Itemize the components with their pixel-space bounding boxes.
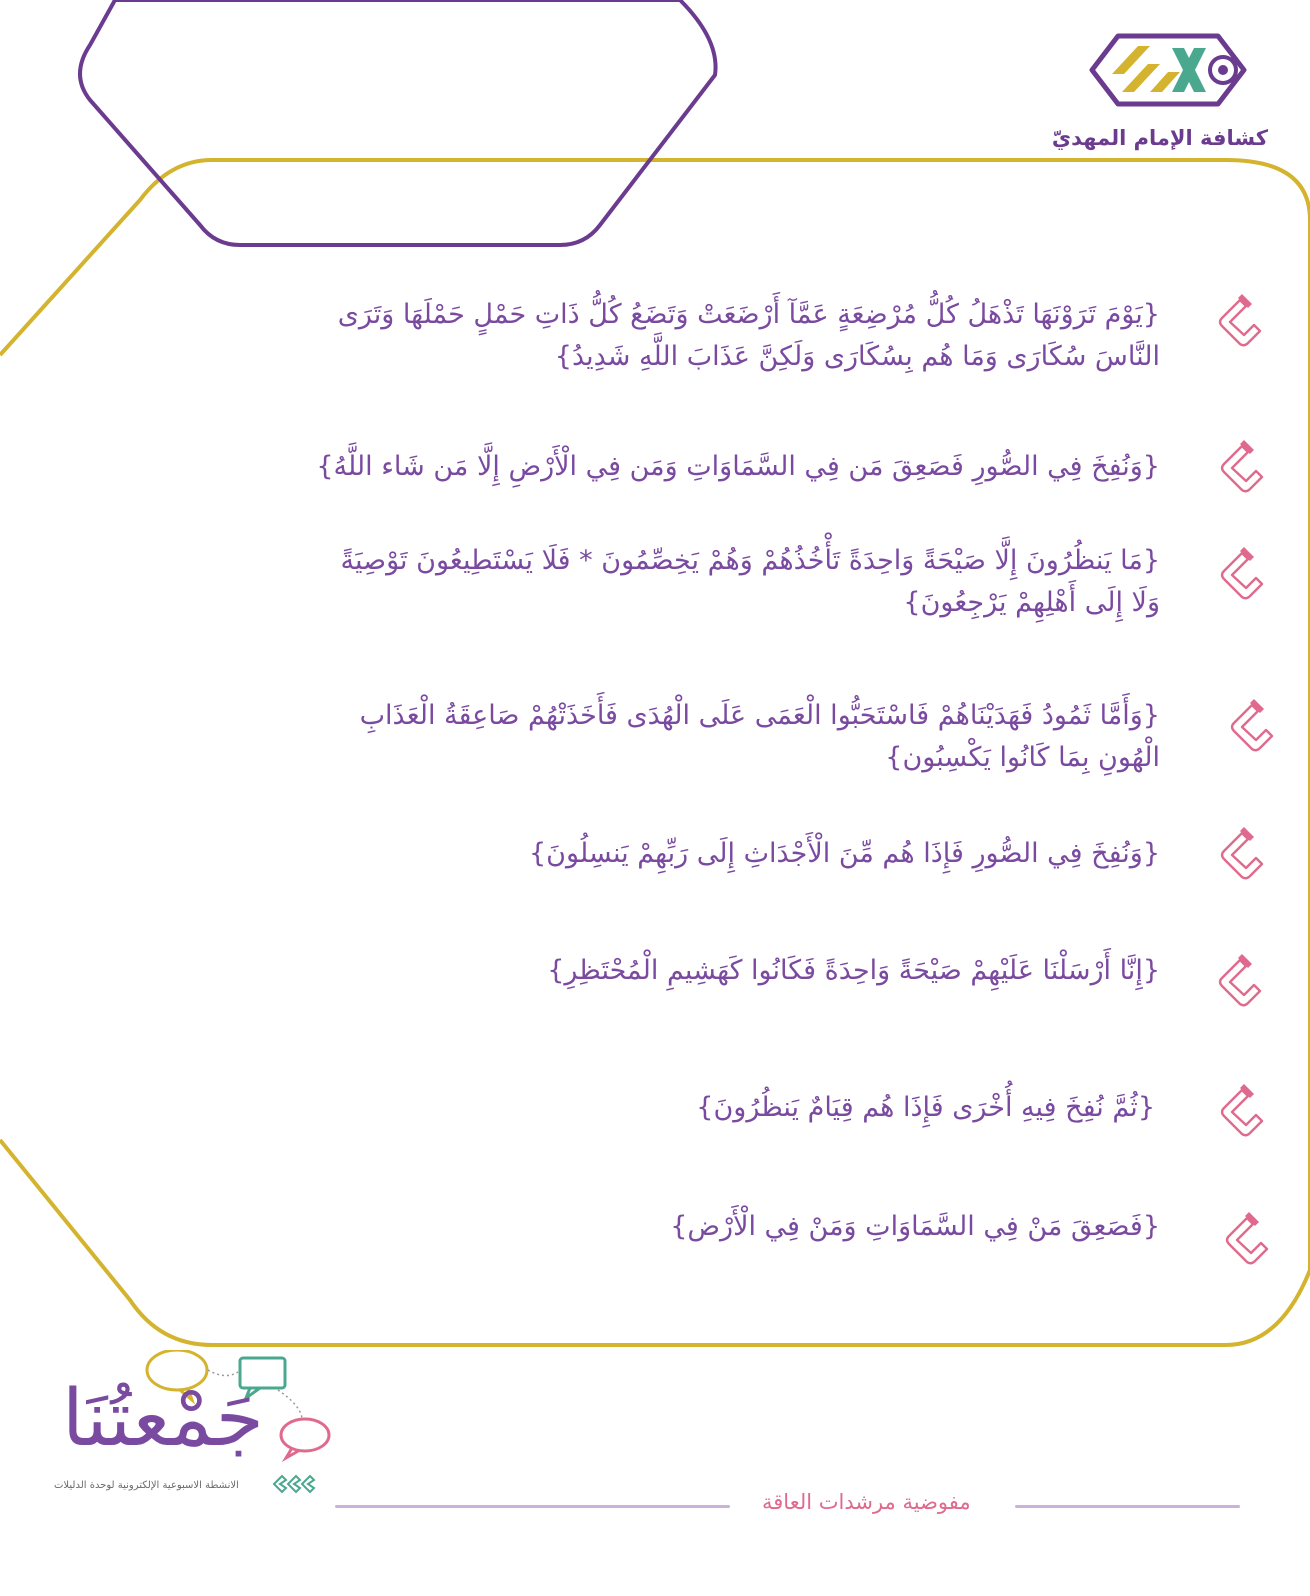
bullet-marker-icon <box>1218 952 1264 1008</box>
bullet-marker-icon <box>1220 1082 1266 1138</box>
verse-line: {يَوْمَ تَرَوْنَهَا تَذْهَلُ كُلُّ مُرْضِعَةٍ عَمَّآ أَرْضَعَتْ وَتَضَعُ كُلُّ ذَاتِ حَمْلٍ حَمْلَهَا وَتَرَى <box>337 299 1160 330</box>
verse-text <box>547 950 1160 992</box>
purple-hexagon <box>80 0 716 245</box>
bullet-marker-icon <box>1220 825 1266 881</box>
verse-text <box>316 446 1160 488</box>
footer-divider-right <box>1015 1505 1240 1508</box>
bullet-marker-icon <box>1220 545 1266 601</box>
verse-line: {ثُمَّ نُفِخَ فِيهِ أُخْرَى فَإِذَا هُم قِيَامٌ يَنظُرُونَ} <box>696 1092 1155 1123</box>
verse-line: الْهُونِ بِمَا كَانُوا يَكْسِبُون} <box>885 742 1160 773</box>
chevrons-icon <box>272 1474 316 1494</box>
commission-name: مفوضية مرشدات العاقة <box>762 1490 971 1514</box>
brand-word: جَمْعتُنَا <box>62 1374 264 1464</box>
footer-divider-left <box>335 1505 730 1508</box>
verse-text <box>341 540 1160 624</box>
brand-logo <box>50 1350 350 1530</box>
verse-text <box>670 1206 1160 1248</box>
org-logo <box>1051 30 1268 165</box>
verse-text <box>529 833 1160 875</box>
verse-line: {وَنُفِخَ فِي الصُّورِ فَإِذَا هُم مِّنَ الْأَجْدَاثِ إِلَى رَبِّهِمْ يَنسِلُونَ} <box>528 838 1160 869</box>
bullet-marker-icon <box>1230 697 1276 753</box>
verse-line: وَلَا إِلَى أَهْلِهِمْ يَرْجِعُونَ} <box>903 587 1160 618</box>
verse-line: {وَأَمَّا ثَمُودُ فَهَدَيْنَاهُمْ فَاسْتَحَبُّوا الْعَمَى عَلَى الْهُدَى فَأَخَذَتْهُمْ صَاعِقَةُ الْعَذَابِ <box>359 700 1160 731</box>
verse-line: النَّاسَ سُكَارَى وَمَا هُم بِسُكَارَى وَلَكِنَّ عَذَابَ اللَّهِ شَدِيدُ} <box>554 341 1160 372</box>
verse-line: {وَنُفِخَ فِي الصُّورِ فَصَعِقَ مَن فِي السَّمَاوَاتِ وَمَن فِي الْأَرْضِ إِلَّا مَن شَاء اللَّهُ} <box>316 451 1160 482</box>
org-name: كشافة الإمام المهديّ <box>1051 126 1268 150</box>
bullet-marker-icon <box>1220 438 1266 494</box>
verse-text <box>360 695 1160 779</box>
verse-line: {مَا يَنظُرُونَ إِلَّا صَيْحَةً وَاحِدَةً تَأْخُذُهُمْ وَهُمْ يَخِصِّمُونَ * فَلَا يَسْتَطِيعُونَ تَوْصِيَةً <box>340 545 1160 576</box>
verse-text <box>338 294 1160 378</box>
verse-line: {إِنَّا أَرْسَلْنَا عَلَيْهِمْ صَيْحَةً وَاحِدَةً فَكَانُوا كَهَشِيمِ الْمُحْتَظِرِ} <box>547 955 1160 986</box>
bullet-marker-icon <box>1225 1210 1271 1266</box>
verse-text <box>696 1087 1155 1129</box>
bullet-marker-icon <box>1218 292 1264 348</box>
org-emblem-icon <box>1088 30 1248 110</box>
brand-subtitle: الانشطة الاسبوعية الإلكترونية لوحدة الدليلات <box>54 1480 239 1491</box>
verse-line: {فَصَعِقَ مَنْ فِي السَّمَاوَاتِ وَمَنْ فِي الْأَرْض} <box>670 1211 1160 1242</box>
